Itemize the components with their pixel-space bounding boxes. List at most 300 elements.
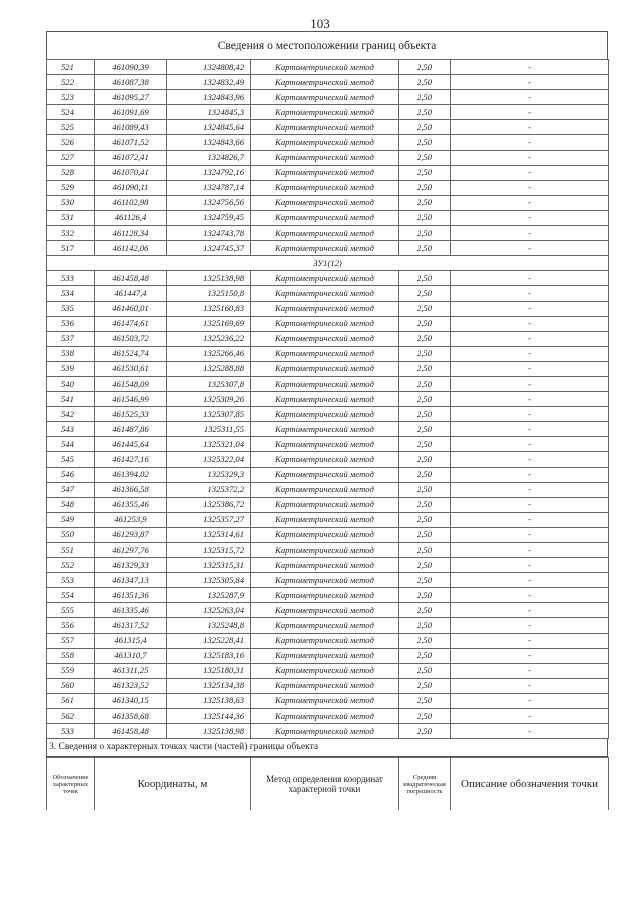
table-row xyxy=(47,693,609,708)
accuracy: 2,50 xyxy=(399,422,451,437)
description: - xyxy=(451,150,609,165)
accuracy: 2,50 xyxy=(399,467,451,482)
point-number: 546 xyxy=(47,467,95,482)
method: Картометрический метод xyxy=(251,392,399,407)
description: - xyxy=(451,467,609,482)
coord-x: 461487,86 xyxy=(95,422,167,437)
accuracy: 2,50 xyxy=(399,165,451,180)
description: - xyxy=(451,573,609,588)
method: Картометрический метод xyxy=(251,437,399,452)
coord-y: 1325322,04 xyxy=(167,452,251,467)
point-number: 543 xyxy=(47,422,95,437)
method: Картометрический метод xyxy=(251,648,399,663)
accuracy: 2,50 xyxy=(399,316,451,331)
coord-x: 461070,41 xyxy=(95,165,167,180)
coord-x: 461546,99 xyxy=(95,392,167,407)
accuracy: 2,50 xyxy=(399,663,451,678)
point-number: 551 xyxy=(47,543,95,558)
coord-x: 461142,06 xyxy=(95,241,167,256)
method: Картометрический метод xyxy=(251,271,399,286)
coord-x: 461524,74 xyxy=(95,346,167,361)
accuracy: 2,50 xyxy=(399,527,451,542)
method: Картометрический метод xyxy=(251,693,399,708)
accuracy: 2,50 xyxy=(399,301,451,316)
description: - xyxy=(451,226,609,241)
accuracy: 2,50 xyxy=(399,573,451,588)
method: Картометрический метод xyxy=(251,105,399,120)
table-row xyxy=(47,286,609,301)
coord-x: 461297,76 xyxy=(95,543,167,558)
coord-x: 461072,41 xyxy=(95,150,167,165)
description: - xyxy=(451,558,609,573)
accuracy: 2,50 xyxy=(399,482,451,497)
coord-y: 1325144,36 xyxy=(167,709,251,724)
table-row xyxy=(47,422,609,437)
coord-y: 1324843,96 xyxy=(167,90,251,105)
description: - xyxy=(451,180,609,195)
table-row xyxy=(47,512,609,527)
method: Картометрический метод xyxy=(251,75,399,90)
method: Картометрический метод xyxy=(251,286,399,301)
rows-group-b xyxy=(47,271,609,739)
point-number: 535 xyxy=(47,301,95,316)
coord-y: 1325386,72 xyxy=(167,497,251,512)
description: - xyxy=(451,437,609,452)
table-row xyxy=(47,301,609,316)
coord-x: 461090,11 xyxy=(95,180,167,195)
coord-y: 1324756,56 xyxy=(167,195,251,210)
description: - xyxy=(451,724,609,739)
description: - xyxy=(451,271,609,286)
description: - xyxy=(451,346,609,361)
coord-y: 1324843,66 xyxy=(167,135,251,150)
coord-y: 1325357,27 xyxy=(167,512,251,527)
method: Картометрический метод xyxy=(251,376,399,391)
method: Картометрический метод xyxy=(251,407,399,422)
description: - xyxy=(451,90,609,105)
coord-x: 461474,61 xyxy=(95,316,167,331)
point-number: 561 xyxy=(47,693,95,708)
table-row xyxy=(47,573,609,588)
coord-y: 1325315,72 xyxy=(167,543,251,558)
coordinates-table xyxy=(46,59,609,739)
coord-x: 461311,25 xyxy=(95,663,167,678)
accuracy: 2,50 xyxy=(399,588,451,603)
point-number: 528 xyxy=(47,165,95,180)
accuracy: 2,50 xyxy=(399,180,451,195)
method: Картометрический метод xyxy=(251,527,399,542)
point-number: 531 xyxy=(47,210,95,225)
coord-y: 1325150,8 xyxy=(167,286,251,301)
point-number: 557 xyxy=(47,633,95,648)
accuracy: 2,50 xyxy=(399,678,451,693)
accuracy: 2,50 xyxy=(399,452,451,467)
table-row xyxy=(47,588,609,603)
description: - xyxy=(451,709,609,724)
point-number: 554 xyxy=(47,588,95,603)
accuracy: 2,50 xyxy=(399,407,451,422)
point-number: 537 xyxy=(47,331,95,346)
table-row xyxy=(47,271,609,286)
table-row xyxy=(47,316,609,331)
coord-y: 1325309,26 xyxy=(167,392,251,407)
method: Картометрический метод xyxy=(251,603,399,618)
description: - xyxy=(451,663,609,678)
accuracy: 2,50 xyxy=(399,135,451,150)
header-point-description: Описание обозначения точки xyxy=(451,758,609,811)
point-number: 541 xyxy=(47,392,95,407)
table-row xyxy=(47,497,609,512)
point-number: 527 xyxy=(47,150,95,165)
coord-x: 461447,4 xyxy=(95,286,167,301)
method: Картометрический метод xyxy=(251,663,399,678)
description: - xyxy=(451,633,609,648)
coord-x: 461310,7 xyxy=(95,648,167,663)
coord-y: 1325307,85 xyxy=(167,407,251,422)
point-number: 539 xyxy=(47,361,95,376)
header-coordinates: Координаты, м xyxy=(95,758,251,811)
accuracy: 2,50 xyxy=(399,346,451,361)
table-row xyxy=(47,90,609,105)
coord-x: 461427,16 xyxy=(95,452,167,467)
accuracy: 2,50 xyxy=(399,376,451,391)
coord-x: 461445,64 xyxy=(95,437,167,452)
point-number: 533 xyxy=(47,271,95,286)
coord-y: 1325372,2 xyxy=(167,482,251,497)
coord-x: 461126,4 xyxy=(95,210,167,225)
coord-y: 1324787,14 xyxy=(167,180,251,195)
header-error: Средняя квадратическая погрешность xyxy=(399,758,451,811)
coord-y: 1325138,98 xyxy=(167,724,251,739)
accuracy: 2,50 xyxy=(399,271,451,286)
description: - xyxy=(451,482,609,497)
coord-y: 1325180,31 xyxy=(167,663,251,678)
point-number: 545 xyxy=(47,452,95,467)
coord-x: 461394,02 xyxy=(95,467,167,482)
method: Картометрический метод xyxy=(251,150,399,165)
coord-y: 1325307,8 xyxy=(167,376,251,391)
accuracy: 2,50 xyxy=(399,603,451,618)
coord-x: 461548,09 xyxy=(95,376,167,391)
description: - xyxy=(451,527,609,542)
point-number: 540 xyxy=(47,376,95,391)
coord-y: 1325315,31 xyxy=(167,558,251,573)
point-number: 533 xyxy=(47,724,95,739)
point-number: 555 xyxy=(47,603,95,618)
table-row xyxy=(47,376,609,391)
method: Картометрический метод xyxy=(251,678,399,693)
table-row xyxy=(47,709,609,724)
accuracy: 2,50 xyxy=(399,392,451,407)
coord-x: 461340,15 xyxy=(95,693,167,708)
coord-y: 1324743,78 xyxy=(167,226,251,241)
accuracy: 2,50 xyxy=(399,618,451,633)
coord-x: 461458,48 xyxy=(95,271,167,286)
table-row xyxy=(47,180,609,195)
description: - xyxy=(451,497,609,512)
coord-x: 461095,27 xyxy=(95,90,167,105)
accuracy: 2,50 xyxy=(399,90,451,105)
accuracy: 2,50 xyxy=(399,60,451,75)
coord-y: 1325321,04 xyxy=(167,437,251,452)
description: - xyxy=(451,543,609,558)
coord-x: 461253,9 xyxy=(95,512,167,527)
coord-x: 461315,4 xyxy=(95,633,167,648)
point-number: 558 xyxy=(47,648,95,663)
description: - xyxy=(451,452,609,467)
description: - xyxy=(451,120,609,135)
table-row xyxy=(47,392,609,407)
table-row xyxy=(47,135,609,150)
method: Картометрический метод xyxy=(251,512,399,527)
description: - xyxy=(451,241,609,256)
coord-x: 461366,58 xyxy=(95,482,167,497)
coord-y: 1325314,61 xyxy=(167,527,251,542)
description: - xyxy=(451,422,609,437)
coord-y: 1325160,83 xyxy=(167,301,251,316)
document-frame xyxy=(46,31,608,810)
coord-y: 1325248,8 xyxy=(167,618,251,633)
point-number: 542 xyxy=(47,407,95,422)
point-number: 526 xyxy=(47,135,95,150)
coord-x: 461102,98 xyxy=(95,195,167,210)
table-row xyxy=(47,241,609,256)
accuracy: 2,50 xyxy=(399,120,451,135)
table-row xyxy=(47,633,609,648)
table-row xyxy=(47,150,609,165)
method: Картометрический метод xyxy=(251,452,399,467)
table-row xyxy=(47,482,609,497)
coord-x: 461460,01 xyxy=(95,301,167,316)
point-number: 562 xyxy=(47,709,95,724)
coord-y: 1324832,49 xyxy=(167,75,251,90)
description: - xyxy=(451,60,609,75)
accuracy: 2,50 xyxy=(399,497,451,512)
coord-x: 461503,72 xyxy=(95,331,167,346)
accuracy: 2,50 xyxy=(399,693,451,708)
accuracy: 2,50 xyxy=(399,512,451,527)
description: - xyxy=(451,75,609,90)
point-number: 522 xyxy=(47,75,95,90)
table-row xyxy=(47,60,609,75)
table-row xyxy=(47,210,609,225)
coord-x: 461530,61 xyxy=(95,361,167,376)
point-number: 556 xyxy=(47,618,95,633)
point-number: 532 xyxy=(47,226,95,241)
coord-y: 1324826,7 xyxy=(167,150,251,165)
coord-y: 1325134,38 xyxy=(167,678,251,693)
coord-x: 461323,52 xyxy=(95,678,167,693)
accuracy: 2,50 xyxy=(399,226,451,241)
coord-y: 1325169,69 xyxy=(167,316,251,331)
point-number: 548 xyxy=(47,497,95,512)
method: Картометрический метод xyxy=(251,482,399,497)
coord-y: 1325236,22 xyxy=(167,331,251,346)
table-row xyxy=(47,361,609,376)
method: Картометрический метод xyxy=(251,165,399,180)
accuracy: 2,50 xyxy=(399,150,451,165)
header-point-designation: Обозначение характерных точек xyxy=(47,758,95,811)
table-row xyxy=(47,346,609,361)
description: - xyxy=(451,392,609,407)
method: Картометрический метод xyxy=(251,135,399,150)
coord-y: 1324745,37 xyxy=(167,241,251,256)
coord-y: 1325263,04 xyxy=(167,603,251,618)
method: Картометрический метод xyxy=(251,60,399,75)
table-row xyxy=(47,226,609,241)
accuracy: 2,50 xyxy=(399,633,451,648)
point-number: 525 xyxy=(47,120,95,135)
accuracy: 2,50 xyxy=(399,241,451,256)
table-header-title: Сведения о местоположении границ объекта xyxy=(46,31,608,59)
method: Картометрический метод xyxy=(251,633,399,648)
accuracy: 2,50 xyxy=(399,558,451,573)
accuracy: 2,50 xyxy=(399,105,451,120)
coord-y: 1325183,16 xyxy=(167,648,251,663)
table-row xyxy=(47,543,609,558)
point-number: 553 xyxy=(47,573,95,588)
table-row xyxy=(47,467,609,482)
method: Картометрический метод xyxy=(251,422,399,437)
method: Картометрический метод xyxy=(251,709,399,724)
coord-x: 461355,46 xyxy=(95,497,167,512)
table-row xyxy=(47,648,609,663)
description: - xyxy=(451,331,609,346)
table-row xyxy=(47,105,609,120)
method: Картометрический метод xyxy=(251,497,399,512)
table-row xyxy=(47,407,609,422)
coord-y: 1325266,46 xyxy=(167,346,251,361)
coord-y: 1325138,98 xyxy=(167,271,251,286)
description: - xyxy=(451,301,609,316)
point-number: 538 xyxy=(47,346,95,361)
coord-y: 1325287,9 xyxy=(167,588,251,603)
description: - xyxy=(451,316,609,331)
coord-x: 461128,34 xyxy=(95,226,167,241)
page-number: 103 xyxy=(310,16,330,31)
accuracy: 2,50 xyxy=(399,286,451,301)
accuracy: 2,50 xyxy=(399,210,451,225)
point-number: 552 xyxy=(47,558,95,573)
point-number: 529 xyxy=(47,180,95,195)
method: Картометрический метод xyxy=(251,226,399,241)
table-row xyxy=(47,452,609,467)
method: Картометрический метод xyxy=(251,346,399,361)
accuracy: 2,50 xyxy=(399,331,451,346)
table-row xyxy=(47,603,609,618)
coord-y: 1325138,63 xyxy=(167,693,251,708)
method: Картометрический метод xyxy=(251,467,399,482)
table-row xyxy=(47,527,609,542)
method: Картометрический метод xyxy=(251,543,399,558)
description: - xyxy=(451,105,609,120)
description: - xyxy=(451,693,609,708)
accuracy: 2,50 xyxy=(399,709,451,724)
coord-x: 461351,36 xyxy=(95,588,167,603)
coord-y: 1325228,41 xyxy=(167,633,251,648)
coord-x: 461329,33 xyxy=(95,558,167,573)
description: - xyxy=(451,407,609,422)
description: - xyxy=(451,512,609,527)
point-number: 534 xyxy=(47,286,95,301)
accuracy: 2,50 xyxy=(399,724,451,739)
point-number: 524 xyxy=(47,105,95,120)
accuracy: 2,50 xyxy=(399,437,451,452)
point-number: 559 xyxy=(47,663,95,678)
method: Картометрический метод xyxy=(251,588,399,603)
description: - xyxy=(451,618,609,633)
table-row xyxy=(47,165,609,180)
coord-y: 1324808,42 xyxy=(167,60,251,75)
header-method: Метод определения координат характерной точки xyxy=(251,758,399,811)
accuracy: 2,50 xyxy=(399,648,451,663)
point-number: 536 xyxy=(47,316,95,331)
point-number: 549 xyxy=(47,512,95,527)
method: Картометрический метод xyxy=(251,180,399,195)
method: Картометрический метод xyxy=(251,210,399,225)
coord-x: 461525,33 xyxy=(95,407,167,422)
description: - xyxy=(451,678,609,693)
coord-x: 461087,38 xyxy=(95,75,167,90)
description: - xyxy=(451,135,609,150)
coord-y: 1325288,88 xyxy=(167,361,251,376)
coord-y: 1324792,16 xyxy=(167,165,251,180)
method: Картометрический метод xyxy=(251,361,399,376)
description: - xyxy=(451,588,609,603)
section-3-title: 3. Сведения о характерных точках части (частей) границы объекта xyxy=(46,739,608,757)
rows-group-a xyxy=(47,60,609,256)
coord-x: 461089,43 xyxy=(95,120,167,135)
method: Картометрический метод xyxy=(251,618,399,633)
coord-y: 1324759,45 xyxy=(167,210,251,225)
coord-x: 461335,46 xyxy=(95,603,167,618)
method: Картометрический метод xyxy=(251,331,399,346)
table-row xyxy=(47,678,609,693)
method: Картометрический метод xyxy=(251,120,399,135)
coord-x: 461091,69 xyxy=(95,105,167,120)
description: - xyxy=(451,195,609,210)
accuracy: 2,50 xyxy=(399,195,451,210)
group-row xyxy=(47,256,609,271)
coord-y: 1324845,3 xyxy=(167,105,251,120)
description: - xyxy=(451,286,609,301)
table-row xyxy=(47,120,609,135)
table-row xyxy=(47,618,609,633)
table-row xyxy=(47,558,609,573)
table-row xyxy=(47,75,609,90)
accuracy: 2,50 xyxy=(399,543,451,558)
coord-x: 461458,48 xyxy=(95,724,167,739)
method: Картометрический метод xyxy=(251,90,399,105)
accuracy: 2,50 xyxy=(399,361,451,376)
method: Картометрический метод xyxy=(251,724,399,739)
coord-x: 461071,52 xyxy=(95,135,167,150)
coord-x: 461358,68 xyxy=(95,709,167,724)
group-row-wrapper xyxy=(47,256,609,271)
coord-x: 461090,39 xyxy=(95,60,167,75)
table-row xyxy=(47,724,609,739)
coord-y: 1325305,84 xyxy=(167,573,251,588)
point-number: 544 xyxy=(47,437,95,452)
point-number: 517 xyxy=(47,241,95,256)
coord-x: 461293,87 xyxy=(95,527,167,542)
section-3-table-header xyxy=(46,757,609,810)
point-number: 530 xyxy=(47,195,95,210)
coord-y: 1325311,55 xyxy=(167,422,251,437)
method: Картометрический метод xyxy=(251,558,399,573)
table-row xyxy=(47,331,609,346)
method: Картометрический метод xyxy=(251,241,399,256)
